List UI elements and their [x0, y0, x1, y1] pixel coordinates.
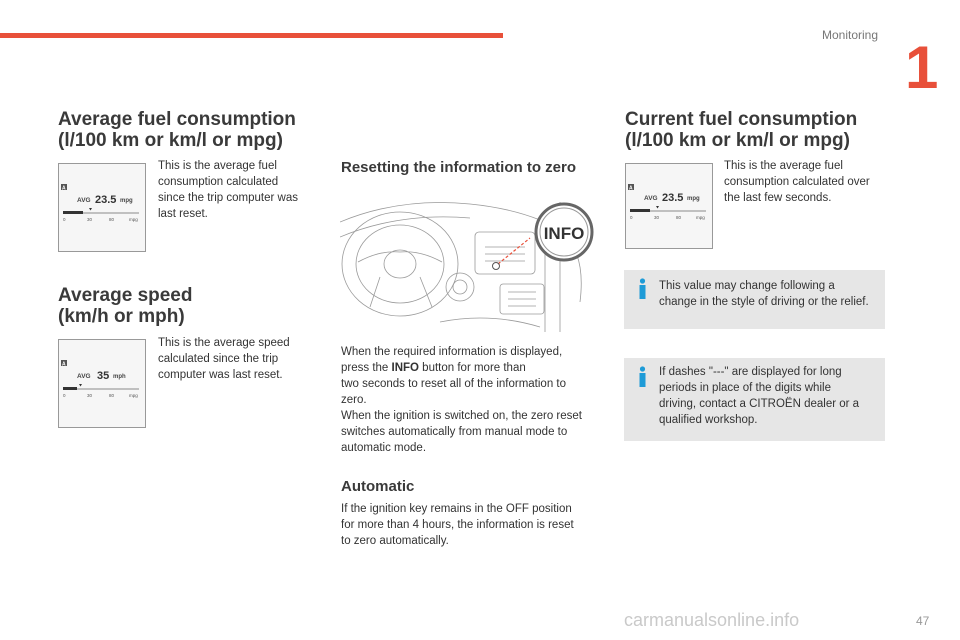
note-text: This value may change following a change in the style of driving or the relief. [659, 280, 869, 308]
avg-fuel-description: This is the average fuel consumption calculated since the trip computer was last reset. [158, 160, 298, 220]
current-fuel-title: Current fuel consumption (l/100 km or km/l or mpg) [625, 109, 858, 151]
watermark: carmanualsonline.info [624, 610, 800, 630]
header-accent-bar [0, 33, 503, 38]
dashboard-line-drawing [340, 192, 602, 334]
svg-text:mpg: mpg [129, 393, 138, 398]
svg-text:mpg: mpg [687, 196, 700, 202]
svg-text:30: 30 [87, 217, 93, 222]
svg-text:80: 80 [109, 217, 115, 222]
info-note-driving-style [624, 270, 885, 329]
section-title: Monitoring [822, 28, 879, 42]
automatic-title: Automatic [341, 478, 415, 495]
current-fuel-display-image [625, 163, 713, 249]
svg-text:AVG: AVG [77, 373, 91, 380]
avg-speed-title: Average speed (km/h or mph) [58, 285, 193, 327]
automatic-description: If the ignition key remains in the OFF position for more than 4 hours, the information is reset to zero automatically. [341, 503, 574, 547]
current-fuel-description: This is the average fuel consumption calculated over the last few seconds. [724, 160, 870, 204]
svg-text:A: A [629, 185, 633, 192]
svg-text:0: 0 [63, 393, 66, 398]
svg-text:A: A [62, 361, 66, 368]
info-icon [638, 278, 647, 300]
svg-text:mpg: mpg [120, 198, 133, 204]
svg-text:23.5: 23.5 [662, 192, 684, 204]
note-text: If dashes "---" are displayed for long periods in place of the digits while driving, contact a CITROËN dealer or a qualified workshop. [659, 366, 860, 426]
trip-display-graphic [59, 340, 145, 427]
info-note-dashes [624, 358, 885, 441]
avg-fuel-title: Average fuel consumption (l/100 km or km/l or mpg) [58, 109, 296, 151]
svg-text:mpg: mpg [129, 217, 138, 222]
svg-text:INFO: INFO [543, 224, 585, 243]
svg-text:AVG: AVG [644, 195, 658, 202]
dashboard-illustration [340, 192, 602, 334]
svg-text:80: 80 [109, 393, 115, 398]
svg-text:0: 0 [630, 215, 633, 220]
svg-text:0: 0 [63, 217, 66, 222]
reset-description: When the required information is displayed, press the INFO button for more than two seconds to reset all of the information to zero. When the ignition is switched on, the zero reset switches automatically from manual mode to automatic mode. [341, 346, 582, 454]
svg-text:80: 80 [676, 215, 682, 220]
svg-text:mpg: mpg [696, 215, 705, 220]
info-icon [638, 366, 647, 388]
avg-speed-display-image [58, 339, 146, 428]
svg-text:AVG: AVG [77, 197, 91, 204]
avg-speed-description: This is the average speed calculated since the trip computer was last reset. [158, 337, 290, 381]
svg-text:mph: mph [113, 374, 126, 380]
svg-text:35: 35 [97, 370, 110, 382]
trip-display-graphic [59, 164, 145, 251]
svg-text:30: 30 [654, 215, 660, 220]
chapter-number: 1 [905, 34, 939, 101]
svg-text:A: A [62, 185, 66, 192]
svg-text:23.5: 23.5 [95, 194, 117, 206]
svg-text:30: 30 [87, 393, 93, 398]
reset-title: Resetting the information to zero [341, 159, 577, 176]
page-number: 47 [916, 614, 930, 628]
avg-fuel-display-image [58, 163, 146, 252]
trip-display-graphic [626, 164, 712, 248]
